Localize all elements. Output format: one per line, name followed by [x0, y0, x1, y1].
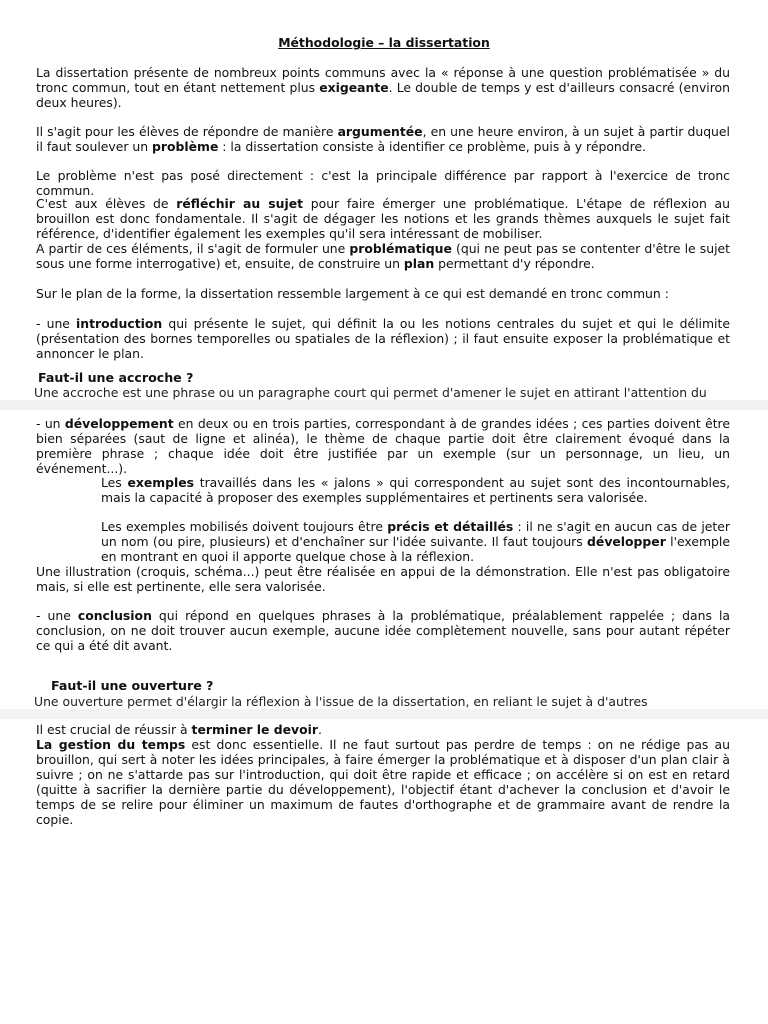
text-run: Il est crucial de réussir à: [36, 722, 192, 737]
text-run: - un: [36, 416, 65, 431]
text-run: Il s'agit pour les élèves de répondre de manière: [36, 124, 338, 139]
text-run: . Le double de temps y est d'ailleurs consacré (environ deux heures).: [36, 80, 730, 110]
bold-term: réfléchir au sujet: [176, 196, 304, 211]
callout-accroche-heading: Faut-il une accroche ?: [38, 370, 194, 385]
text-run: A partir de ces éléments, il s'agit de formuler une: [36, 241, 350, 256]
text-run: (qui ne peut pas se contenter d'être le sujet sous une forme interrogative) et, ensuite, de construire un: [36, 241, 730, 271]
text-run: Les: [101, 475, 128, 490]
text-run: qui répond en quelques phrases à la problématique, préalablement rappelée ; dans la conclusion, on ne doit trouver aucun exemple, aucune idée complètement nouvelle, sans pour autant répéter ce qui a été dit avant.: [36, 608, 730, 653]
paragraph-probleme: [36, 168, 730, 198]
text-run: travaillés dans les « jalons » qui correspondent au sujet sont des incontournables, mais la capacité à proposer des exemples supplémentaires et pertinents sera valorisée.: [101, 475, 731, 505]
callout-ouverture-text: Une ouverture permet d'élargir la réflexion à l'issue de la dissertation, en reliant le sujet à d'autres: [34, 694, 648, 709]
paragraph-precis: [101, 519, 730, 564]
paragraph-intro: [36, 65, 730, 110]
bold-term: exigeante: [319, 80, 389, 95]
paragraph-forme: [36, 286, 730, 301]
text-run: qui présente le sujet, qui définit la ou les notions centrales du sujet et qui le délimite (présentation des bornes temporelles ou spatiales de la réflexion) ; il faut ensuite exposer la problématique et annoncer le plan.: [36, 316, 730, 361]
bold-term: introduction: [76, 316, 163, 331]
text-run: Les exemples mobilisés doivent toujours être: [101, 519, 388, 534]
bold-term: problème: [152, 139, 219, 154]
text-run: - une: [36, 608, 78, 623]
text-run: : il ne s'agit en aucun cas de jeter un nom (ou pire, plusieurs) et d'enchaîner sur l'idée suivante. Il faut toujours: [101, 519, 730, 549]
paragraph-argumentation: [36, 124, 730, 154]
page-break-band: [0, 709, 768, 719]
text-run: - une: [36, 316, 77, 331]
text-run: La dissertation présente de nombreux points communs avec la « réponse à une question problématisée » du tronc commun, tout en étant nettement plus: [36, 65, 730, 95]
text-run: permettant d'y répondre.: [434, 256, 595, 271]
text-run: Le problème n'est pas posé directement : c'est la principale différence par rapport à l'exercice de tronc commun.: [36, 168, 730, 198]
bold-term: conclusion: [77, 608, 152, 623]
text-run: en deux ou en trois parties, correspondant à de grandes idées ; ces parties doivent être bien séparées (saut de ligne et alinéa), le thème de chaque partie doit être clairement évoqué dans la première phrase ; chaque idée doit être justifiée par un exemple (sur un personnage, un lieu, un événement...).: [36, 416, 730, 476]
bold-term: développer: [587, 534, 666, 549]
paragraph-terminer: [36, 722, 730, 737]
text-run: , en une heure environ, à un sujet à partir duquel il faut soulever un: [36, 124, 730, 154]
text-run: : la dissertation consiste à identifier ce problème, puis à y répondre.: [218, 139, 647, 154]
paragraph-developpement: [36, 416, 730, 476]
paragraph-reflechir: [36, 196, 730, 241]
bold-term: exemples: [127, 475, 195, 490]
text-run: Une illustration (croquis, schéma...) peut être réalisée en appui de la démonstration. Elle n'est pas obligatoire mais, si elle est pertinente, elle sera valorisée.: [36, 564, 730, 594]
paragraph-illustration: [36, 564, 730, 594]
bold-term: argumentée: [337, 124, 423, 139]
text-run: C'est aux élèves de: [36, 196, 177, 211]
text-run: pour faire émerger une problématique. L'étape de réflexion au brouillon est donc fondamentale. Il s'agit de dégager les notions et les grands thèmes auxquels le sujet fait référence, d'identifier également les exemples qu'il sera intéressant de mobiliser.: [36, 196, 730, 241]
bold-term: problématique: [349, 241, 452, 256]
paragraph-introduction: [36, 316, 730, 361]
paragraph-gestion-temps: [36, 737, 730, 827]
page-break-band: [0, 400, 768, 410]
text-run: est donc essentielle. Il ne faut surtout pas perdre de temps : on ne rédige pas au brouillon, qui sert à noter les idées principales, à faire émerger la problématique et à disposer d'un plan clair à suivre ; on ne s'attarde pas sur l'introduction, qui doit être rapide et efficace ; on accélère si on est en retard (quitte à sacrifier la dernière partie du développement), l'objectif étant d'achever la conclusion et d'avoir le temps de se relire pour éliminer un maximum de fautes d'orthographe et de grammaire avant de rendre la copie.: [36, 737, 731, 827]
text-run: l'exemple en montrant en quoi il apporte quelque chose à la réflexion.: [101, 534, 730, 564]
document-title: Méthodologie – la dissertation: [278, 35, 490, 50]
paragraph-problematique: [36, 241, 730, 271]
paragraph-exemples: [101, 475, 730, 505]
bold-term: développement: [64, 416, 174, 431]
bold-term: plan: [403, 256, 435, 271]
text-run: .: [317, 722, 322, 737]
bold-term: La gestion du temps: [36, 737, 186, 752]
callout-accroche-text: Une accroche est une phrase ou un paragraphe court qui permet d'amener le sujet en attirant l'attention du: [34, 385, 707, 400]
bold-term: précis et détaillés: [387, 519, 514, 534]
paragraph-conclusion: [36, 608, 730, 653]
text-run: Sur le plan de la forme, la dissertation ressemble largement à ce qui est demandé en tronc commun :: [36, 286, 669, 301]
bold-term: terminer le devoir: [191, 722, 318, 737]
callout-ouverture-heading: Faut-il une ouverture ?: [51, 678, 214, 693]
